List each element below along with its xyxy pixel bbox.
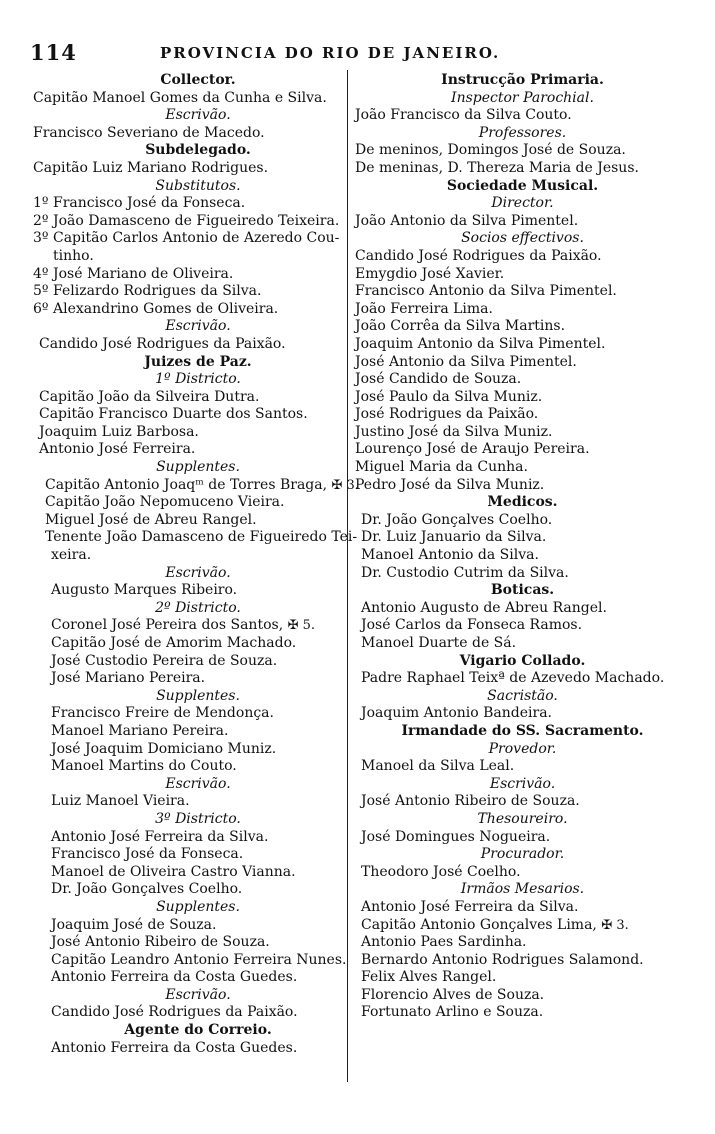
list-item: Tenente João Damasceno de Figueiredo Tei- [45,529,358,546]
role-professores: Professores. [478,124,567,141]
role-inspector: Inspector Parochial. [451,89,594,106]
inspector-name: João Francisco da Silva Couto. [355,107,572,124]
collector-name: Capitão Manoel Gomes da Cunha e Silva. [33,89,327,106]
role-substitutos: Substitutos. [155,177,241,194]
list-item: 5º Felizardo Rodrigues da Silva. [33,283,262,300]
role-mesarios: Irmãos Mesarios. [460,881,585,898]
list-item: Antonio Paes Sardinha. [361,934,527,951]
running-head: PROVINCIA DO RIO DE JANEIRO. [160,44,501,62]
heading-instruccao: Instrucção Primaria. [441,72,604,88]
list-item: Antonio José Ferreira da Silva. [51,828,269,845]
list-item: José Mariano Pereira. [51,670,206,687]
list-item: Francisco José da Fonseca. [51,846,244,863]
list-item: José Candido de Souza. [355,371,522,388]
role-director: Director. [491,195,554,212]
list-item: Florencio Alves de Souza. [361,986,545,1003]
cross-icon: ✠ 3. [331,477,359,493]
right-column [355,72,690,1022]
escrivao-name: José Antonio Ribeiro de Souza. [361,793,580,810]
list-item: João Ferreira Lima. [355,300,493,317]
list-item: João Corrêa da Silva Martins. [355,318,566,335]
list-item: Manoel Mariano Pereira. [51,722,229,739]
list-item: xeira. [51,547,92,564]
heading-agente: Agente do Correio. [124,1022,272,1039]
list-item: José Antonio da Silva Pimentel. [355,353,577,370]
list-item: Pedro José da Silva Muniz. [355,476,545,493]
list-item: De meninas, D. Thereza Maria de Jesus. [355,159,639,176]
list-item: Manoel Martins do Couto. [51,758,237,775]
vigario-name: Padre Raphael Teixª de Azevedo Machado. [361,670,665,687]
page-header [30,40,690,66]
list-item: De meninos, Domingos José de Souza. [355,142,626,159]
role-escrivao: Escrivão. [489,775,556,792]
subdelegado-name: Capitão Luiz Mariano Rodrigues. [33,159,269,176]
list-item: José Carlos da Fonseca Ramos. [361,617,583,634]
list-item: Francisco Freire de Mendonça. [51,705,274,722]
heading-vigario: Vigario Collado. [459,652,586,669]
list-item: Antonio José Ferreira da Silva. [361,898,579,915]
list-item: Felix Alves Rangel. [361,969,497,986]
escrivao-name: Luiz Manoel Vieira. [51,793,190,810]
list-item: Capitão Antonio Joaqᵐ de Torres Braga, ✠ 3. [45,476,359,493]
role-escrivao: Escrivão. [165,986,231,1003]
list-item: Joaquim José de Souza. [51,916,217,933]
escrivao-name: Candido José Rodrigues da Paixão. [39,335,286,352]
escrivao-name: Candido José Rodrigues da Paixão. [51,1004,298,1021]
list-item: Dr. João Gonçalves Coelho. [51,881,243,898]
role-escrivao: Escrivão. [165,318,231,335]
list-item: Emygdio José Xavier. [355,265,505,282]
list-item: 2º João Damasceno de Figueiredo Teixeira. [33,212,340,229]
role-socios: Socios effectivos. [461,230,584,247]
role-escrivao: Escrivão. [165,775,231,792]
role-provedor: Provedor. [488,740,557,757]
heading-subdelegado: Subdelegado. [145,142,251,159]
role-thesoureiro: Thesoureiro. [477,810,568,827]
list-item: Coronel José Pereira dos Santos, ✠ 5. [51,617,316,634]
district-2: 2º Districto. [155,599,241,616]
role-escrivao: Escrivão. [165,564,231,581]
list-item: Joaquim Antonio da Silva Pimentel. [355,335,606,352]
list-item: Miguel José de Abreu Rangel. [45,511,257,528]
district-1: 1º Districto. [155,371,241,388]
escrivao-name: Francisco Severiano de Macedo. [33,124,265,141]
list-item: Francisco Antonio da Silva Pimentel. [355,283,617,300]
list-item: 4º José Mariano de Oliveira. [33,265,234,282]
role-procurador: Procurador. [480,846,565,863]
sacristao-name: Joaquim Antonio Bandeira. [361,705,552,722]
heading-boticas: Boticas. [490,582,555,599]
role-supplentes: Supplentes. [156,459,240,476]
list-item: Manoel de Oliveira Castro Vianna. [51,863,296,880]
role-sacristao: Sacristão. [487,687,558,704]
list-item: 6º Alexandrino Gomes de Oliveira. [33,300,279,317]
list-item: 1º Francisco José da Fonseca. [33,195,246,212]
procurador-name: Theodoro José Coelho. [361,863,521,880]
list-item: 3º Capitão Carlos Antonio de Azeredo Cou- [33,230,340,247]
list-item: Antonio José Ferreira. [39,441,196,458]
list-item: Dr. João Gonçalves Coelho. [361,511,553,528]
list-item: Capitão João da Silveira Dutra. [39,388,260,405]
list-item: Capitão João Nepomuceno Vieira. [45,494,285,511]
list-item: Bernardo Antonio Rodrigues Salamond. [361,951,644,968]
list-item: Manoel Antonio da Silva. [361,547,539,564]
list-item: Lourenço José de Araujo Pereira. [355,441,590,458]
list-item: Joaquim Luiz Barbosa. [39,423,199,440]
list-item: Justino José da Silva Muniz. [355,423,553,440]
role-supplentes: Supplentes. [156,687,240,704]
list-item: Capitão Antonio Gonçalves Lima, ✠ 3. [361,916,629,933]
heading-irmandade: Irmandade do SS. Sacramento. [401,722,644,739]
list-item: José Antonio Ribeiro de Souza. [51,934,270,951]
list-item: Fortunato Arlino e Souza. [361,1004,544,1021]
left-column [33,72,363,1057]
role-escrivao: Escrivão. [165,107,231,124]
role-supplentes: Supplentes. [156,898,240,915]
agente-name: Antonio Ferreira da Costa Guedes. [51,1039,298,1056]
thesoureiro-name: José Domingues Nogueira. [361,828,551,845]
list-item: José Paulo da Silva Muniz. [355,388,543,405]
list-item: Capitão Leandro Antonio Ferreira Nunes. [51,951,347,968]
page-number: 114 [30,40,77,65]
list-item: Capitão José de Amorim Machado. [51,635,297,651]
list-item: José Rodrigues da Paixão. [355,406,539,423]
heading-sociedade: Sociedade Musical. [446,177,599,194]
cross-icon: ✠ 3. [601,917,629,933]
list-item: Antonio Augusto de Abreu Rangel. [361,599,607,616]
list-item: Antonio Ferreira da Costa Guedes. [51,969,298,986]
list-item: José Custodio Pereira de Souza. [51,652,278,669]
provedor-name: Manoel da Silva Leal. [361,758,515,775]
list-item: tinho. [53,247,94,264]
list-item: Dr. Luiz Januario da Silva. [361,529,547,546]
list-item: Miguel Maria da Cunha. [355,459,528,476]
heading-collector: Collector. [160,72,236,88]
list-item: José Joaquim Domiciano Muniz. [51,740,277,757]
list-item: Dr. Custodio Cutrim da Silva. [361,564,569,581]
cross-icon: ✠ 5. [287,618,316,634]
list-item: Manoel Duarte de Sá. [361,635,517,651]
escrivao-name: Augusto Marques Ribeiro. [51,582,238,599]
heading-juizes: Juizes de Paz. [144,353,252,370]
director-name: João Antonio da Silva Pimentel. [355,212,579,229]
list-item: Candido José Rodrigues da Paixão. [355,247,602,264]
district-3: 3º Districto. [155,810,241,827]
heading-medicos: Medicos. [487,494,558,511]
list-item: Capitão Francisco Duarte dos Santos. [39,406,308,423]
